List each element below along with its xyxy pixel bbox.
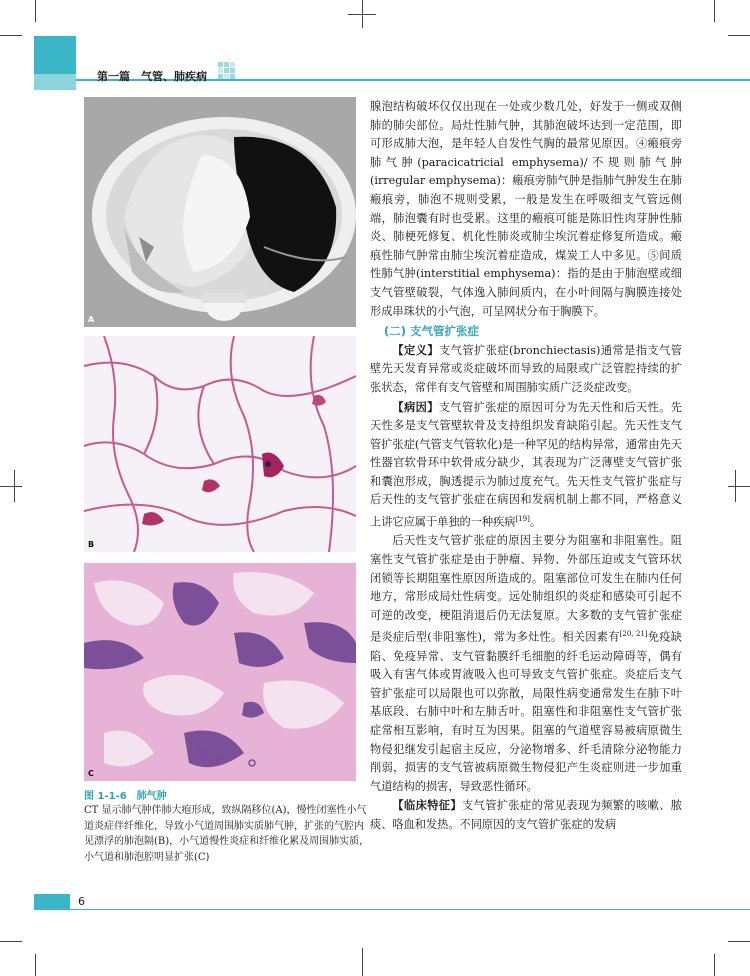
figure-panel-b-histology-image (84, 336, 356, 552)
clinical-text: 支气管扩张症的常见表现为频繁的咳嗽、脓痰、咯血和发热。不同原因的支气管扩张症的发病 (370, 799, 682, 832)
header-decoration (218, 62, 240, 84)
crop-mark (728, 486, 750, 487)
crop-mark (714, 954, 715, 976)
crop-mark (362, 948, 363, 976)
page-number: 6 (78, 895, 85, 908)
figure-panel-a-ct-image (84, 97, 356, 327)
crop-mark (728, 35, 750, 36)
definition-label: 【定义】 (392, 342, 440, 357)
figure-panel-c-histology-image (84, 563, 356, 781)
definition-text: 支气管扩张症(bronchiectasis)通常是指支气管壁先天发育异常或炎症破坏而导致的局限或广泛管腔持续的扩张状态，常伴有支气管壁和周围肺实质广泛炎症改变。 (370, 343, 682, 394)
figure-caption-title: 图 1-1-6 肺气肿 (84, 791, 167, 802)
panel-label-b: B (88, 540, 95, 549)
paragraph-etiology (370, 398, 682, 533)
crop-mark (714, 0, 715, 22)
footer-rule (70, 909, 750, 910)
panel-label-c: C (88, 769, 94, 778)
citation-ref: [19] (515, 515, 530, 524)
clinical-label: 【临床特征】 (392, 798, 462, 813)
paragraph-definition (370, 341, 682, 398)
footer-tab (34, 894, 70, 910)
crop-mark (735, 470, 736, 502)
figure-caption-body: CT 显示肺气肿伴肺大疱形成，致纵隔移位(A)，慢性闭塞性小气道炎症伴纤维化，导致小气道周围肺实质肺气肿，扩张的气腔内见漂浮的肺泡隔(B)，小气道慢性炎症和纤维化累及周围肺实质，小气道和肺泡腔明显扩张(C) (84, 805, 370, 863)
crop-mark (35, 954, 36, 976)
section-heading-bronchiectasis: (二) 支气管扩张症 (384, 324, 480, 339)
crop-mark (348, 14, 376, 15)
citation-ref: [20, 21] (619, 630, 648, 639)
crop-mark (728, 941, 750, 942)
paragraph-acquired (370, 532, 682, 796)
panel-label-a: A (88, 315, 95, 324)
header-tab-lower (34, 74, 76, 90)
paragraph-clinical (370, 796, 682, 834)
etiology-text: 支气管扩张症的原因可分为先天性和后天性。先天性多是支气管壁软骨及支持组织发育缺陷引起。先天性支气管扩张症(气管支气管软化)是一种罕见的结构异常，通常由先天性器官软骨环中软骨成分缺少，其表现为广泛薄壁支气管扩张和囊泡形成，胸透提示为肺过度充气。先天性支气管扩张症与后天性的支气管扩张症在病因和发病机制上都不同，严格意义上讲它应属于单独的一种疾病 (370, 400, 682, 529)
acquired-text-b: 免疫缺陷、免疫异常、支气管黏膜纤毛细胞的纤毛运动障碍等，偶有吸入有害气体或胃液吸入也可导致支气管扩张症。炎症后支气管扩张症可以局限也可以弥散，局限性病变通常发生在肺下叶基底段、右肺中叶和左肺舌叶。阻塞性和非阻塞性支气管扩张症常相互影响，有时互为因果。阻塞的气道壁容易被病原微生物侵犯继发引起宿主反应，分泌物增多、纤毛清除分泌物能力削弱，损害的支气管被病原微生物侵犯产生炎症则进一步加重气道结构的损害，导致恶性循环。 (370, 631, 682, 793)
body-text-column (370, 98, 682, 835)
running-header-title: 第一篇 气管、肺疾病 (97, 70, 207, 83)
crop-mark (0, 35, 22, 36)
etiology-text-end: 。 (529, 515, 542, 529)
crop-mark (0, 941, 22, 942)
crop-mark (14, 470, 15, 502)
crop-mark (35, 0, 36, 22)
paragraph-emphysema-continued: 腺泡结构破坏仅仅出现在一处或少数几处，好发于一侧或双侧肺的肺尖部位。局灶性肺气肿，其肺泡破坏达到一定范围，即可形成肺大泡，是年轻人自发性气胸的最常见原因。④瘢痕旁肺气肿(paracicatricial emphysema)/不规则肺气肿(irregular emphysema)：瘢痕旁肺气肿是指肺气肿发生在肺瘢痕旁，肺泡不规则受累，一般是发生在呼吸细支气管远侧端，肺泡囊有时也受累。这里的瘢痕可能是陈旧性肉芽肿性肺炎、肺梗死修复、机化性肺炎或肺尘埃沉着症修复所造成。瘢痕性肺气肿常由肺尘埃沉着症造成，煤炭工人中多见。⑤间质性肺气肿(interstitial emphysema)：指的是由于肺泡壁或细支气管壁破裂，气体逸入肺间质内，在小叶间隔与胸膜连接处形成串珠状的小气泡，可呈网状分布于胸膜下。 (370, 100, 682, 318)
acquired-text-a: 后天性支气管扩张症的原因主要分为阻塞和非阻塞性。阻塞性支气管扩张症是由于肿瘤、异物、外部压迫或支气管环状闭锁等长期阻塞性原因所造成的。阻塞部位可发生在肺内任何地方，常形成局灶性病变。远处肺组织的炎症和感染可引起不可逆的改变，梗阻消退后仍无法复原。大多数的支气管扩张症是炎症后型(非阻塞性)，常为多灶性。相关因素有 (370, 534, 682, 645)
header-tab (34, 36, 76, 74)
etiology-label: 【病因】 (392, 399, 439, 414)
crop-mark (0, 486, 22, 487)
